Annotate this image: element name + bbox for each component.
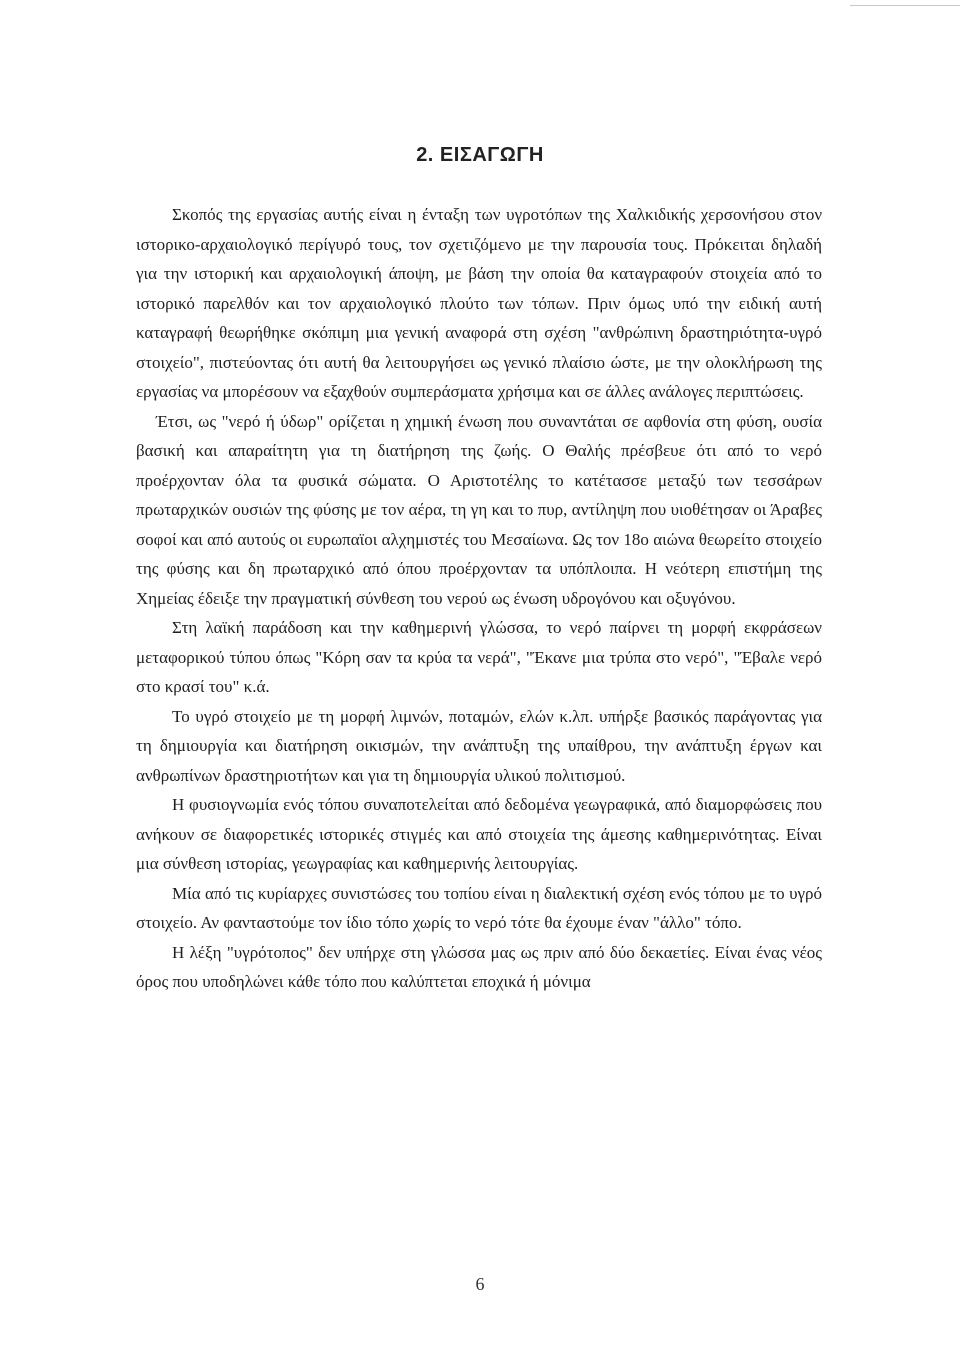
paragraph-landscape: Μία από τις κυρίαρχες συνιστώσες του τοπίου είναι η διαλεκτική σχέση ενός τόπου με το υγρό στοιχείο. Αν φανταστούμε τον ίδιο τόπο χωρίς το νερό τότε θα έχουμε έναν "άλλο" τόπο. [136, 883, 822, 932]
paragraph-folk-tradition: Στη λαϊκή παράδοση και την καθημερινή γλώσσα, το νερό παίρνει τη μορφή εκφράσεων μεταφορικού τύπου όπως "Κόρη σαν τα κρύα τα νερά", "Έκανε μια τρύπα στο νερό", "Έβαλε νερό στο κρασί του" κ.ά. [136, 618, 822, 696]
page-title: 2. ΕΙΣΑΓΩΓΗ [416, 144, 544, 166]
paragraph-settlements: Το υγρό στοιχείο με τη μορφή λιμνών, ποταμών, ελών κ.λπ. υπήρξε βασικός παράγοντας για τη δημιουργία και διατήρηση οικισμών, την ανάπτυξη της υπαίθρου, την ανάπτυξη έργων και ανθρωπίνων δραστηριοτήτων και για τη δημιουργία υλικού πολιτισμού. [136, 706, 822, 785]
paragraph-water-definition: Έτσι, ως "νερό ή ύδωρ" ορίζεται η χημική ένωση που συναντάται σε αφθονία στη φύση, ουσία βασική και απαραίτητη για τη διατήρηση της ζωής. Ο Θαλής πρέσβευε ότι από το νερό προέρχονταν όλα τα φυσικά σώματα. Ο Αριστοτέλης το κατέτασσε μεταξύ των τεσσάρων πρωταρχικών ουσιών της φύσης με τον αέρα, τη γη και το πυρ, αντίληψη που υιοθέτησαν οι Άραβες σοφοί και από αυτούς οι ευρωπαϊοι αλχημιστές του Μεσαίωνα. Ως τον 18ο αιώνα θεωρείτο στοιχείο της φύσης και δη πρωταρχικό από όπου προέρχονταν τα υπόπλοιπα. Η νεότερη επιστήμη της Χημείας έδειξε την πραγματική σύνθεση του νερού ως ένωση υδρογόνου και οξυγόνου. [136, 411, 822, 608]
page-number: 6 [475, 1274, 485, 1294]
page-edge-mark [850, 5, 960, 6]
document-body [136, 200, 822, 997]
paragraph-wetland-term: Η λέξη "υγρότοπος" δεν υπήρχε στη γλώσσα μας ως πριν από δύο δεκαετίες. Είναι ένας νέος όρος που υποδηλώνει κάθε τόπο που καλύπτεται εποχικά ή μόνιμα [136, 942, 822, 991]
paragraph-purpose: Σκοπός της εργασίας αυτής είναι η ένταξη των υγροτόπων της Χαλκιδικής χερσονήσου στον ιστορικο-αρχαιολογικό περίγυρό τους, τον σχετιζόμενο με την παρουσία τους. Πρόκειται δηλαδή για την ιστορική και αρχαιολογική άποψη, με βάση την οποία θα καταγραφούν στοιχεία από το ιστορικό παρελθόν και τον αρχαιολογικό πλούτο των τόπων. Πριν όμως υπό την ειδική αυτή καταγραφή θεωρήθηκε σκόπιμη μια γενική αναφορά στη σχέση "ανθρώπινη δραστηριότητα-υγρό στοιχείο", πιστεύοντας ότι αυτή θα λειτουργήσει ως γενικό πλαίσιο ώστε, με την ολοκλήρωση της εργασίας να μπορέσουν να εξαχθούν συμπεράσματα χρήσιμα και σε άλλες ανάλογες περιπτώσεις. [136, 205, 822, 401]
paragraph-physiognomy: Η φυσιογνωμία ενός τόπου συναποτελείται από δεδομένα γεωγραφικά, από διαμορφώσεις που ανήκουν σε διαφορετικές ιστορικές στιγμές και από στοιχεία της άμεσης καθημερινότητας. Είναι μια σύνθεση ιστορίας, γεωγραφίας και καθημερινής λειτουργίας. [136, 795, 822, 873]
